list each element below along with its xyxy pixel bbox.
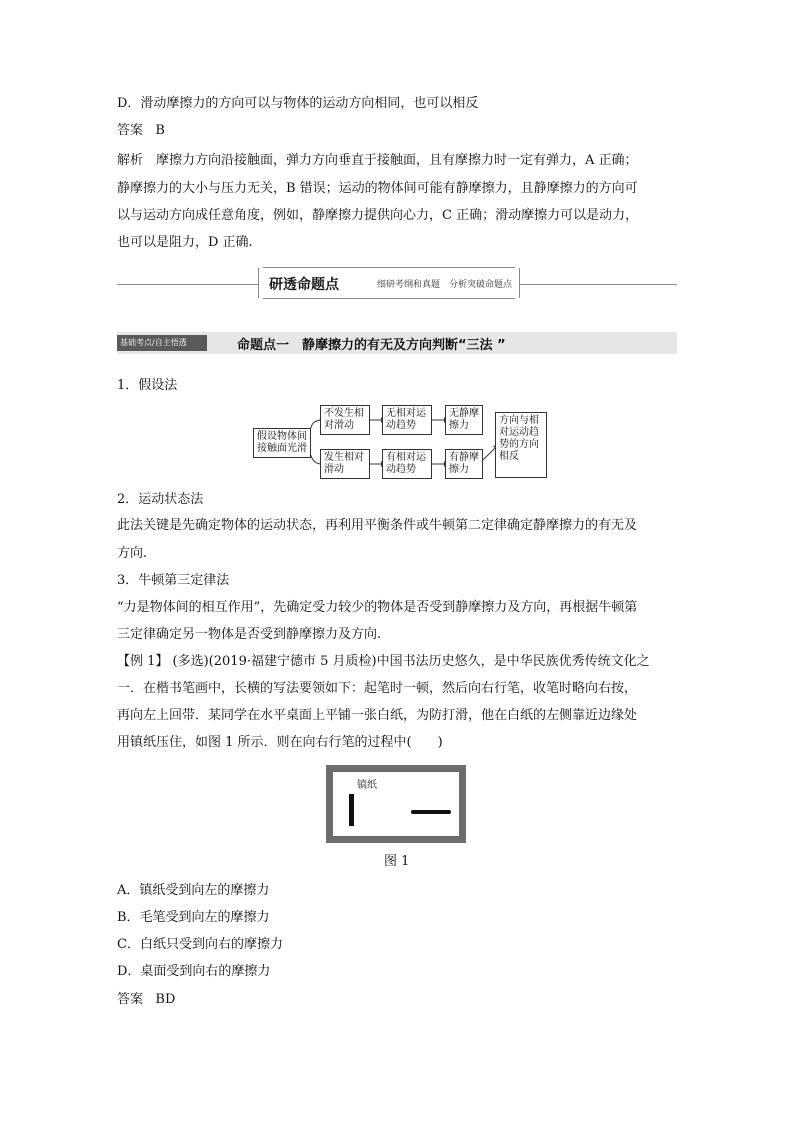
flow-lower-3: 有静摩擦力 (445, 449, 483, 479)
flow-upper-2: 无相对运动趋势 (382, 405, 432, 435)
option-d: D．桌面受到向右的摩擦力 (117, 964, 271, 979)
section-tag: 基础考点/自主悟透 (117, 335, 207, 351)
option-c: C．白纸只受到向右的摩擦力 (117, 937, 283, 952)
method1-heading: 1．假设法 (117, 378, 178, 393)
flow-lower-1: 发生相对滑动 (320, 449, 370, 479)
option-a: A．镇纸受到向左的摩擦力 (117, 883, 270, 898)
flow-upper-3: 无静摩擦力 (445, 405, 483, 435)
flow-start: 假设物体间接触面光滑 (253, 428, 311, 458)
figure-1 (326, 765, 466, 843)
method3-heading: 3．牛顿第三定律法 (117, 573, 230, 588)
analysis-line: 也可以是阻力，D 正确. (117, 235, 253, 250)
example-line: 用镇纸压住，如图 1 所示．则在向右行笔的过程中( ) (117, 735, 443, 750)
method2-heading: 2．运动状态法 (117, 492, 204, 507)
answer-value: BD (155, 992, 176, 1007)
analysis-line: 以与运动方向成任意角度，例如，静摩擦力提供向心力，C 正确；滑动摩擦力可以是动力， (117, 208, 639, 223)
flow-upper-1: 不发生相对滑动 (320, 405, 370, 435)
example-line: 再向左上回带．某同学在水平桌面上平铺一张白纸，为防打滑，他在白纸的左侧靠近边缘处 (117, 708, 638, 723)
paper (333, 772, 459, 836)
answer-label: 答案 (117, 992, 144, 1007)
example-line: 一．在楷书笔画中，长横的写法要领如下：起笔时一顿，然后向右行笔，收笔时略向右按， (117, 681, 638, 696)
flow-result: 方向与相对运动趋势的方向相反 (495, 412, 547, 478)
banner-title: 研透命题点 (269, 277, 339, 293)
brush-stroke (411, 810, 451, 814)
example-line: 【例 1】 (多选)(2019·福建宁德市 5 月质检)中国书法历史悠久，是中华民族优秀传统文化之 (117, 654, 650, 669)
option-d: D．滑动摩擦力的方向可以与物体的运动方向相同，也可以相反 (117, 96, 479, 111)
analysis-line: 解析 摩擦力方向沿接触面，弹力方向垂直于接触面，且有摩擦力时一定有弹力，A 正确； (117, 153, 638, 168)
method3-line: “力是物体间的相互作用”，先确定受力较少的物体是否受到静摩擦力及方向，再根据牛顿第 (117, 600, 638, 615)
section-title: 命题点一 静摩擦力的有无及方向判断“三法 ” (237, 338, 506, 353)
answer-label: 答案 (117, 123, 144, 138)
option-b: B．毛笔受到向左的摩擦力 (117, 910, 270, 925)
example-answer (117, 991, 175, 1009)
paperweight (349, 794, 354, 826)
answer-value: B (155, 123, 165, 138)
flow-lower-2: 有相对运动趋势 (382, 449, 432, 479)
analysis-line: 静摩擦力的大小与压力无关，B 错误；运动的物体间可能有静摩擦力，且静摩擦力的方向可 (117, 181, 638, 196)
method2-line: 此法关键是先确定物体的运动状态，再利用平衡条件或牛顿第二定律确定静摩擦力的有无及 (117, 518, 638, 533)
method2-line: 方向. (117, 546, 148, 561)
figure-caption: 图 1 (384, 854, 410, 869)
method3-line: 三定律确定另一物体是否受到静摩擦力及方向. (117, 627, 382, 642)
paperweight-label: 镇纸 (357, 780, 377, 791)
banner-subtitle: 细研考纲和真题 分析突破命题点 (377, 280, 513, 290)
